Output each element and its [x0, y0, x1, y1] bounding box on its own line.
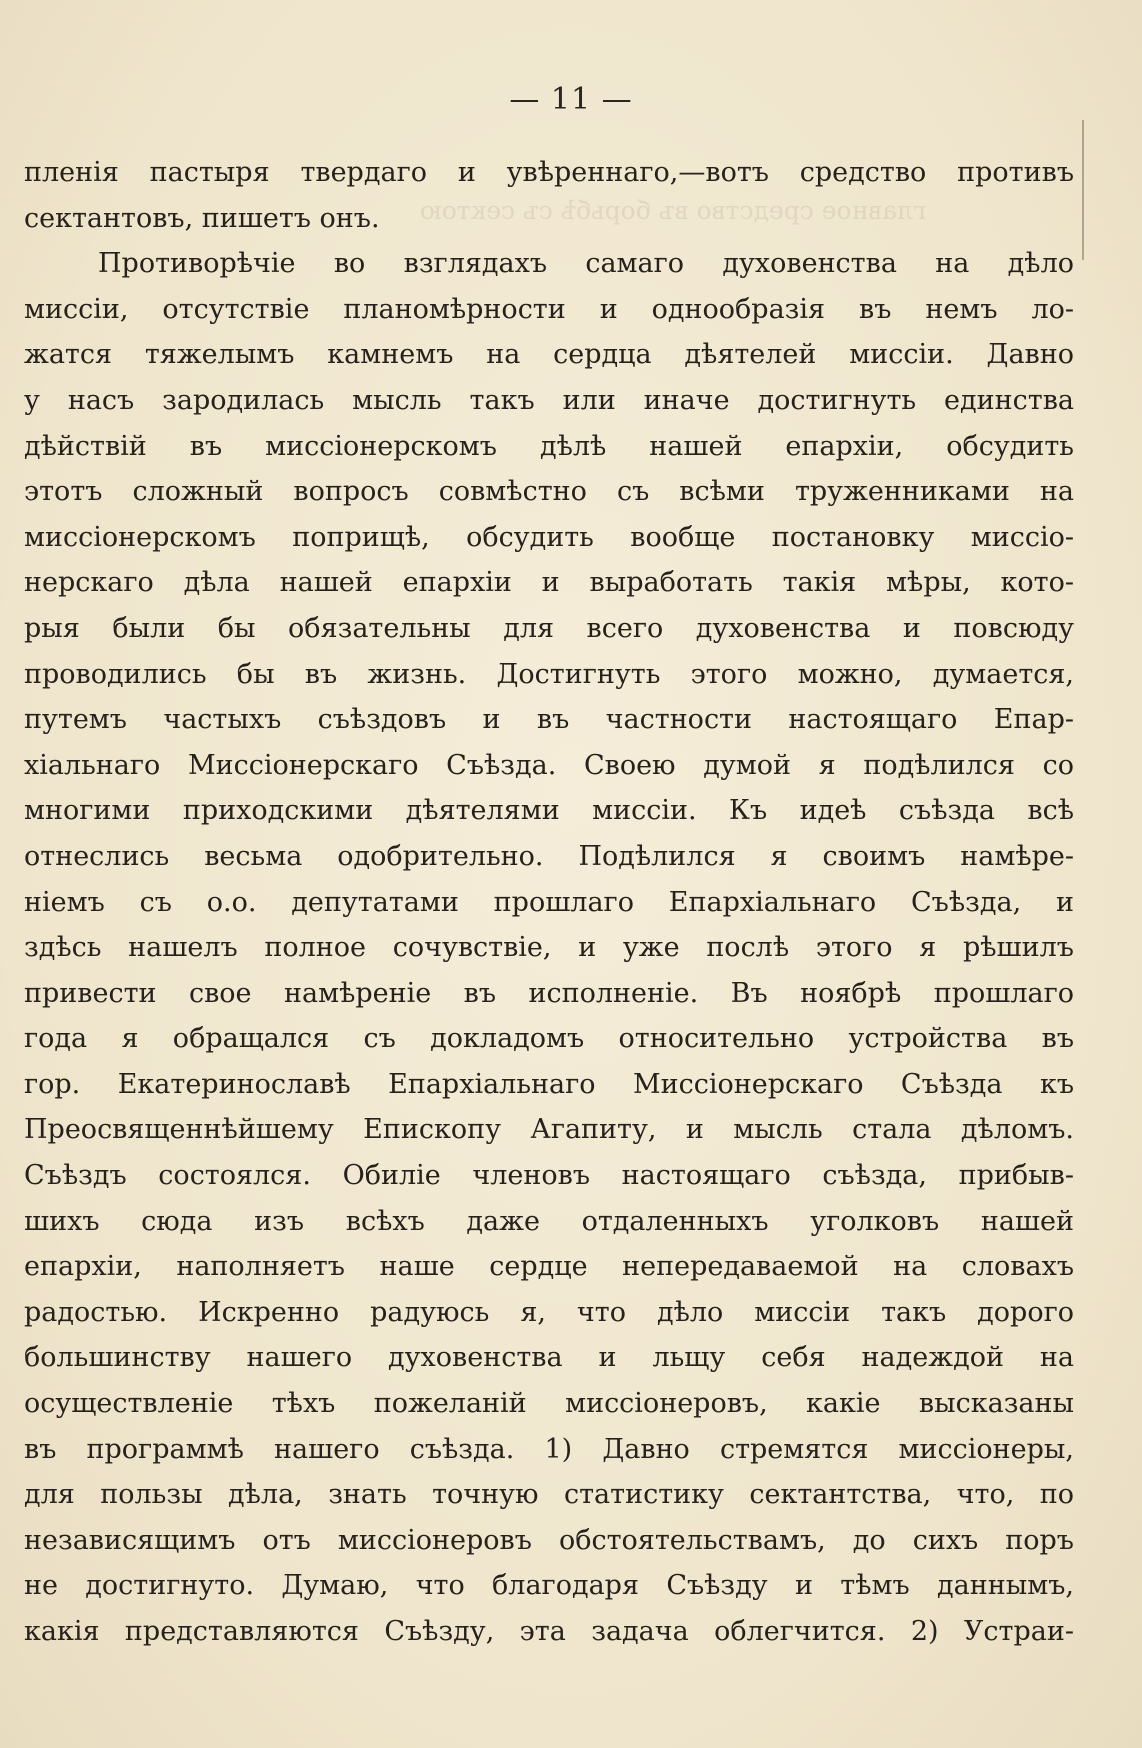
- text-line: ніемъ съ о.о. депутатами прошлаго Епархіальнаго Съѣзда, и: [24, 886, 1074, 918]
- paragraph-start-line: Противорѣчіе во взглядахъ самаго духовенства на дѣло: [98, 248, 1074, 280]
- text-line: радостью. Искренно радуюсь я, что дѣло миссіи такъ дорого: [24, 1296, 1074, 1328]
- text-line: года я обращался съ докладомъ относительно устройства въ: [24, 1023, 1074, 1055]
- text-line: Съѣздъ состоялся. Обиліе членовъ настоящаго съѣзда, прибыв-: [24, 1160, 1074, 1192]
- text-line: жатся тяжелымъ камнемъ на сердца дѣятелей миссіи. Давно: [24, 339, 1074, 371]
- page-number: — 11 —: [509, 82, 633, 117]
- body-text: [24, 150, 1074, 1655]
- text-line: пленія пастыря твердаго и увѣреннаго,—вотъ средство противъ: [24, 157, 1074, 188]
- text-line: шихъ сюда изъ всѣхъ даже отдаленныхъ уголковъ нашей: [24, 1205, 1074, 1237]
- text-line: осуществленіе тѣхъ пожеланій миссіонеровъ, какіе высказаны: [24, 1388, 1074, 1420]
- text-line: гор. Екатеринославѣ Епархіальнаго Миссіонерскаго Съѣзда къ: [24, 1068, 1074, 1100]
- text-line: независящимъ отъ миссіонеровъ обстоятельствамъ, до сихъ поръ: [24, 1524, 1074, 1556]
- text-line: епархіи, наполняетъ наше сердце непередаваемой на словахъ: [24, 1251, 1074, 1283]
- text-line: хіальнаго Миссіонерскаго Съѣзда. Своею думой я подѣлился со: [24, 749, 1074, 781]
- text-line: миссіи, отсутствіе планомѣрности и однообразія въ немъ ло-: [24, 293, 1074, 325]
- text-line: миссіонерскомъ поприщѣ, обсудить вообще постановку миссіо-: [24, 521, 1074, 553]
- text-line: многими приходскими дѣятелями миссіи. Къ идеѣ съѣзда всѣ: [24, 795, 1074, 827]
- text-line: путемъ частыхъ съѣздовъ и въ частности настоящаго Епар-: [24, 704, 1074, 736]
- text-line: нерскаго дѣла нашей епархіи и выработать такія мѣры, кото-: [24, 567, 1074, 599]
- bleed-through-text: главное средство въ борьбѣ съ сектою: [420, 196, 927, 225]
- text-line: проводились бы въ жизнь. Достигнуть этого можно, думается,: [24, 658, 1074, 690]
- text-line: Преосвященнѣйшему Епископу Агапиту, и мысль стала дѣломъ.: [24, 1114, 1074, 1146]
- text-line: отнеслись весьма одобрительно. Подѣлился я своимъ намѣре-: [24, 840, 1074, 872]
- text-line: здѣсь нашелъ полное сочувствіе, и уже послѣ этого я рѣшилъ: [24, 932, 1074, 964]
- text-line: сектантовъ, пишетъ онъ.: [24, 202, 380, 234]
- text-line: дѣйствій въ миссіонерскомъ дѣлѣ нашей епархіи, обсудить: [24, 430, 1074, 462]
- page-edge-mark: [1082, 120, 1084, 260]
- text-line: рыя были бы обязательны для всего духовенства и повсюду: [24, 612, 1074, 644]
- text-line: какія представляются Съѣзду, эта задача облегчится. 2) Устраи-: [24, 1616, 1074, 1647]
- text-line: не достигнуто. Думаю, что благодаря Съѣзду и тѣмъ даннымъ,: [24, 1570, 1074, 1602]
- text-line: этотъ сложный вопросъ совмѣстно съ всѣми труженниками на: [24, 476, 1074, 508]
- text-line: въ программѣ нашего съѣзда. 1) Давно стремятся миссіонеры,: [24, 1433, 1074, 1465]
- text-line: привести свое намѣреніе въ исполненіе. Въ ноябрѣ прошлаго: [24, 977, 1074, 1009]
- text-line: у насъ зародилась мысль такъ или иначе достигнуть единства: [24, 384, 1074, 416]
- text-line: для пользы дѣла, знать точную статистику сектантства, что, по: [24, 1479, 1074, 1511]
- text-line: большинству нашего духовенства и льщу себя надеждой на: [24, 1342, 1074, 1374]
